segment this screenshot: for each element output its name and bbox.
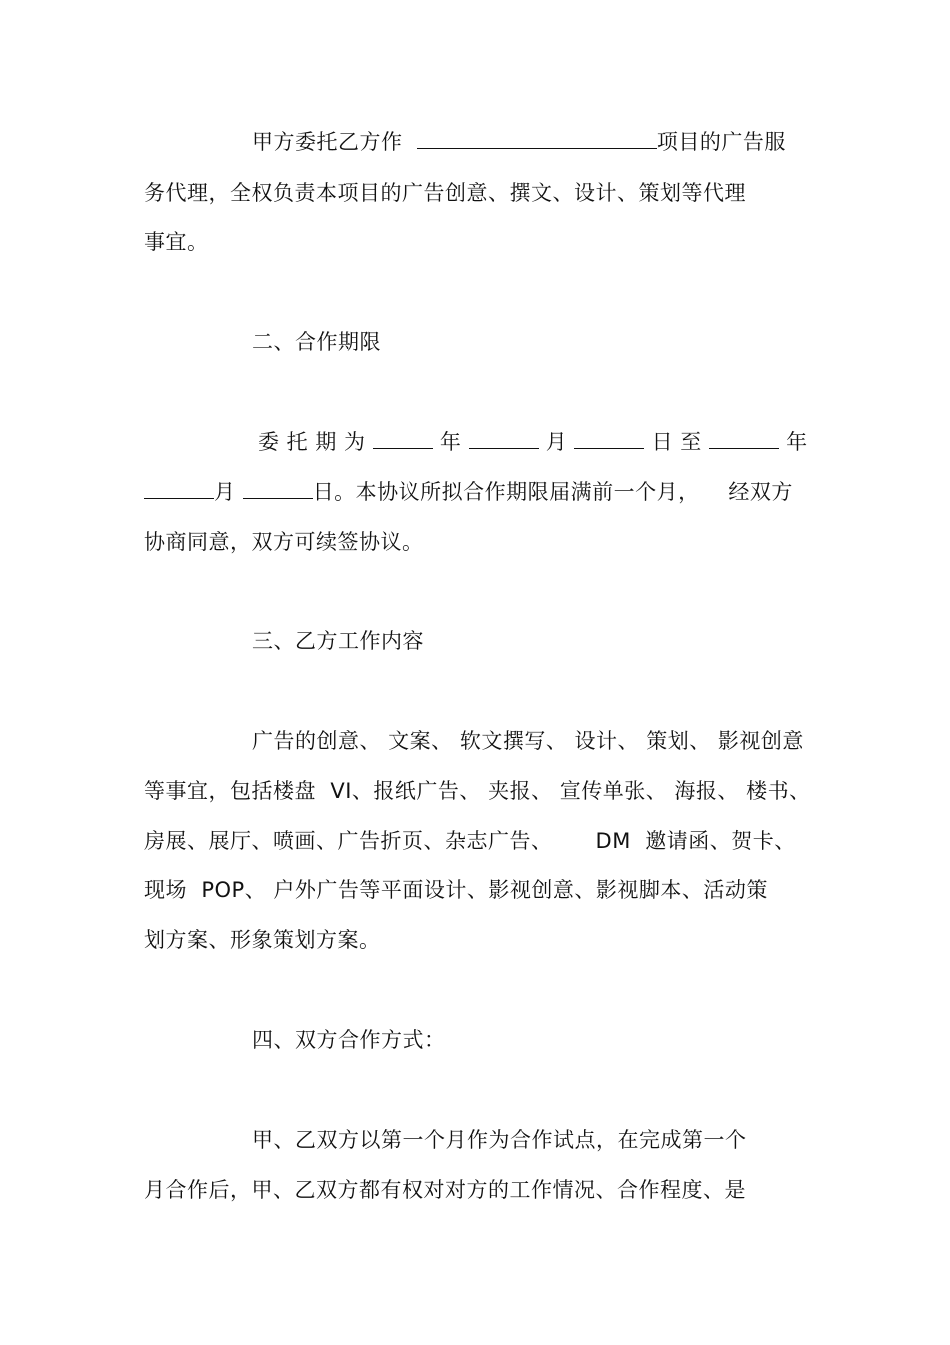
paragraph-3-line-3: 房展、展厅、喷画、广告折页、杂志广告、 DM 邀请函、贺卡、 [144, 829, 796, 853]
text: 甲方委托乙方作 [252, 130, 417, 154]
text: 年 [432, 430, 469, 454]
project-name-blank[interactable] [417, 130, 657, 149]
text: 委 托 期 为 [258, 430, 373, 454]
paragraph-2-line-3: 协商同意，双方可续签协议。 [144, 530, 424, 554]
start-month-blank[interactable] [469, 430, 539, 449]
end-day-blank[interactable] [243, 480, 313, 499]
paragraph-3-line-4: 现场 POP、 户外广告等平面设计、影视创意、影视脚本、活动策 [144, 878, 768, 902]
text: 月 [538, 430, 575, 454]
paragraph-4-line-1: 甲、乙双方以第一个月作为合作试点，在完成第一个 [252, 1128, 747, 1152]
section-heading-4: 四、双方合作方式： [252, 1028, 446, 1052]
paragraph-1-line-3: 事宜。 [144, 230, 209, 254]
text: 月 [214, 480, 243, 504]
paragraph-1-line-1 [252, 128, 786, 156]
paragraph-2-line-1 [258, 428, 808, 456]
end-year-blank[interactable] [709, 430, 779, 449]
end-month-blank[interactable] [144, 480, 214, 499]
text: 项目的广告服 [656, 130, 786, 154]
start-year-blank[interactable] [373, 430, 433, 449]
paragraph-4-line-2: 月合作后，甲、乙双方都有权对对方的工作情况、合作程度、是 [144, 1178, 746, 1202]
text: 日。本协议所拟合作期限届满前一个月， 经双方 [312, 480, 793, 504]
paragraph-3-line-5: 划方案、形象策划方案。 [144, 928, 381, 952]
section-heading-2: 二、合作期限 [252, 330, 381, 354]
section-heading-3: 三、乙方工作内容 [252, 629, 424, 653]
paragraph-3-line-2: 等事宜，包括楼盘 VI、报纸广告、 夹报、 宣传单张、 海报、 楼书、 [144, 779, 811, 803]
text: 年 [778, 430, 808, 454]
text: 日 至 [644, 430, 709, 454]
paragraph-3-line-1: 广告的创意、 文案、 软文撰写、 设计、 策划、 影视创意 [252, 729, 804, 753]
paragraph-2-line-2 [144, 478, 793, 506]
start-day-blank[interactable] [574, 430, 644, 449]
paragraph-1-line-2: 务代理，全权负责本项目的广告创意、撰文、设计、策划等代理 [144, 181, 746, 205]
